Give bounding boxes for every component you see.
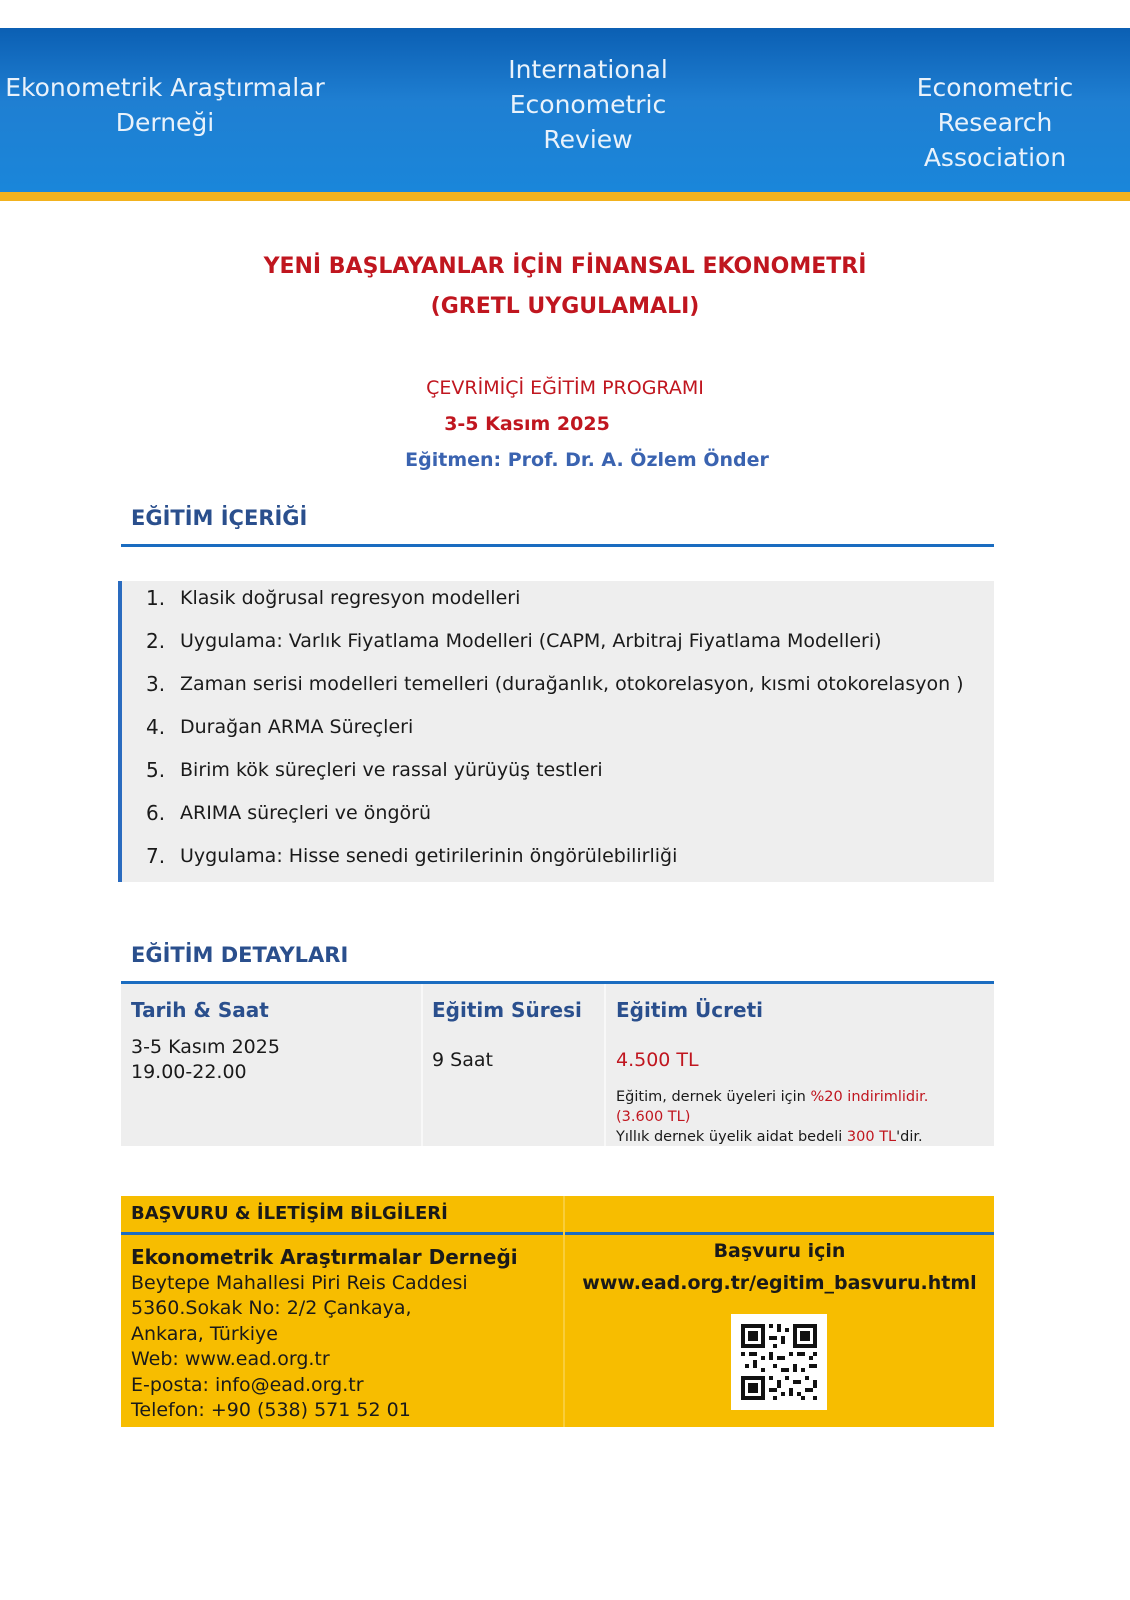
list-text: Durağan ARMA Süreçleri <box>180 716 414 738</box>
list-item <box>146 753 964 796</box>
banner-middle-line: Econometric <box>509 90 667 119</box>
contact-address: Beytepe Mahallesi Piri Reis Caddesi <box>131 1271 468 1294</box>
list-item <box>146 796 964 839</box>
contact-column-separator <box>563 1196 565 1427</box>
list-number: 7. <box>146 844 166 868</box>
discount-text: Eğitim, dernek üyeleri için <box>616 1089 811 1105</box>
membership-amount: 300 TL <box>846 1129 897 1145</box>
column-separator <box>421 984 423 1146</box>
banner-left-line: Derneği <box>115 108 215 137</box>
content-list <box>146 581 964 882</box>
contact-address-block <box>131 1245 518 1424</box>
banner-right-org <box>860 70 1130 175</box>
list-item <box>146 839 964 882</box>
page-title: YENİ BAŞLAYANLAR İÇİN FİNANSAL EKONOMETRİ <box>263 254 867 279</box>
content-list-box <box>118 581 994 882</box>
membership-text: Yıllık dernek üyelik aidat bedeli <box>616 1129 847 1145</box>
membership-line <box>616 1127 986 1147</box>
apply-url-link[interactable]: www.ead.org.tr/egitim_basvuru.html <box>582 1272 977 1294</box>
banner-left-line: Ekonometrik Araştırmalar <box>5 73 325 102</box>
fee-notes <box>616 1087 986 1147</box>
qr-code-graphic <box>731 1314 827 1410</box>
duration-header: Eğitim Süresi <box>432 998 582 1022</box>
discount-highlight: %20 indirimlidir. <box>810 1089 929 1105</box>
list-text: Klasik doğrusal regresyon modelleri <box>180 587 521 609</box>
duration-value: 9 Saat <box>432 1049 493 1071</box>
list-number: 6. <box>146 801 166 825</box>
details-table <box>121 981 994 1146</box>
banner-middle-line: Review <box>543 125 633 154</box>
fee-header: Eğitim Ücreti <box>616 998 763 1022</box>
program-type: ÇEVRİMİÇİ EĞİTİM PROGRAMI <box>426 377 704 399</box>
contact-address: Ankara, Türkiye <box>131 1322 278 1345</box>
discount-line <box>616 1087 986 1107</box>
list-text: Birim kök süreçleri ve rassal yürüyüş testleri <box>180 759 603 781</box>
banner-left-org <box>0 70 330 140</box>
instructor: Eğitmen: Prof. Dr. A. Özlem Önder <box>405 449 769 471</box>
list-number: 3. <box>146 672 166 696</box>
contact-org: Ekonometrik Araştırmalar Derneği <box>131 1245 518 1269</box>
contact-divider <box>121 1232 994 1235</box>
header-stripe <box>0 192 1130 201</box>
content-heading: EĞİTİM İÇERİĞİ <box>131 506 308 530</box>
qr-code-icon[interactable] <box>731 1314 827 1410</box>
contact-heading: BAŞVURU & İLETİŞİM BİLGİLERİ <box>131 1203 448 1224</box>
list-number: 2. <box>146 629 166 653</box>
list-item <box>146 667 964 710</box>
discount-price: (3.600 TL) <box>616 1109 691 1125</box>
contact-address: 5360.Sokak No: 2/2 Çankaya, <box>131 1297 412 1319</box>
program-dates: 3-5 Kasım 2025 <box>444 413 610 435</box>
fee-value: 4.500 TL <box>616 1049 699 1071</box>
list-text: Zaman serisi modelleri temelleri (durağanlık, otokorelasyon, kısmi otokorelasyon ) <box>180 673 964 695</box>
column-separator <box>604 984 606 1146</box>
banner-middle-line: International <box>508 55 668 84</box>
contact-box <box>121 1196 994 1427</box>
banner-right-line: Association <box>923 143 1067 172</box>
list-number: 4. <box>146 715 166 739</box>
list-number: 5. <box>146 758 166 782</box>
list-item <box>146 624 964 667</box>
content-divider <box>121 544 994 547</box>
date-header: Tarih & Saat <box>131 998 269 1022</box>
membership-suffix: 'dir. <box>896 1129 923 1145</box>
banner-right-line: Econometric Research <box>916 73 1074 137</box>
contact-phone: Telefon: +90 (538) 571 52 01 <box>131 1399 411 1421</box>
contact-web-link[interactable]: Web: www.ead.org.tr <box>131 1348 330 1370</box>
page-subtitle: (GRETL UYGULAMALI) <box>430 294 700 319</box>
banner-middle-journal <box>478 52 698 157</box>
time-value: 19.00-22.00 <box>131 1061 247 1083</box>
list-item <box>146 710 964 753</box>
list-text: ARIMA süreçleri ve öngörü <box>180 802 431 824</box>
list-item <box>146 581 964 624</box>
contact-email-link[interactable]: E-posta: info@ead.org.tr <box>131 1373 364 1396</box>
details-heading: EĞİTİM DETAYLARI <box>131 943 349 967</box>
list-text: Uygulama: Varlık Fiyatlama Modelleri (CAPM, Arbitraj Fiyatlama Modelleri) <box>180 630 882 652</box>
list-number: 1. <box>146 586 166 610</box>
apply-label: Başvuru için <box>713 1240 846 1262</box>
date-value: 3-5 Kasım 2025 <box>131 1036 280 1058</box>
list-text: Uygulama: Hisse senedi getirilerinin öngörülebilirliği <box>180 845 678 867</box>
